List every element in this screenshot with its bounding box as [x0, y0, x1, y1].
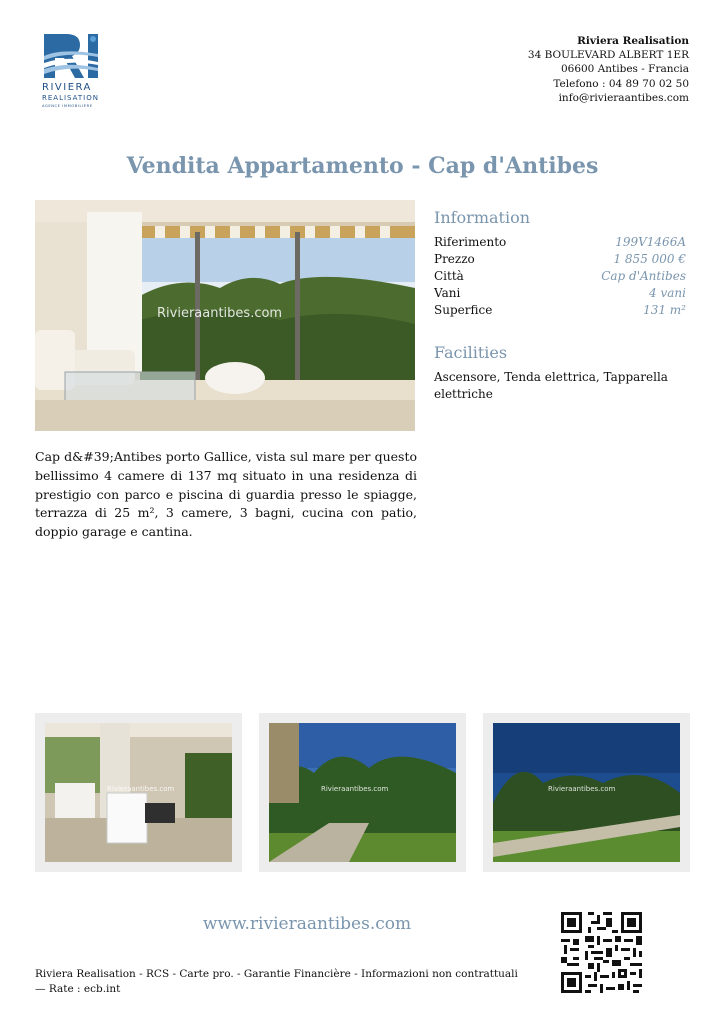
info-label: Vani: [434, 286, 461, 300]
agency-name: Riviera Realisation: [577, 35, 689, 47]
agency-contact: [528, 34, 689, 105]
agency-email[interactable]: info@rivieraantibes.com: [558, 91, 689, 104]
main-photo: [35, 200, 415, 431]
ri-logo-icon: [42, 32, 100, 80]
logo-sub: REALISATION: [42, 94, 99, 102]
thumbnail-2[interactable]: [259, 713, 466, 872]
facilities-heading: Facilities: [434, 343, 508, 362]
photo-watermark: Rivieraantibes.com: [157, 306, 283, 321]
thumbnail-image: [493, 723, 680, 862]
agency-city: 06600 Antibes - Francia: [560, 63, 689, 76]
facilities-text: Ascensore, Tenda elettrica, Tapparella elettriche: [434, 370, 668, 401]
info-label: Riferimento: [434, 235, 507, 249]
info-row: [434, 268, 686, 285]
info-row: [434, 302, 686, 319]
thumbnail-watermark: Rivieraantibes.com: [107, 785, 175, 793]
thumbnail-1[interactable]: [35, 713, 242, 872]
page-title: Vendita Appartamento - Cap d'Antibes: [126, 153, 599, 179]
information-table: [434, 234, 686, 319]
agency-logo: [42, 32, 102, 110]
property-description: Cap d&#39;Antibes porto Gallice, vista sul mare per questo bellissimo 4 camere di 137 mq situato in una residenza di prestigio con parco e piscina di guardia presso le spiagge, terrazza di 25 m², 3 camere, 3 bagni, cucina con patio, doppio garage e cantina.: [35, 449, 417, 540]
info-row: [434, 251, 686, 268]
thumbnail-image: [45, 723, 232, 862]
info-value: 199V1466A: [615, 235, 686, 249]
logo-name: RIVIERA: [42, 82, 92, 93]
website-link[interactable]: www.rivieraantibes.com: [202, 914, 412, 934]
information-heading: Information: [434, 208, 531, 227]
info-label: Superfice: [434, 303, 493, 317]
agency-address: 34 BOULEVARD ALBERT 1ER: [527, 49, 689, 62]
thumbnail-watermark: Rivieraantibes.com: [321, 785, 389, 793]
info-row: [434, 285, 686, 302]
info-value: Cap d'Antibes: [601, 269, 686, 283]
thumbnail-image: [269, 723, 456, 862]
info-value: 4 vani: [649, 286, 686, 300]
info-value: 131 m²: [643, 303, 686, 317]
thumbnail-3[interactable]: [483, 713, 690, 872]
info-row: [434, 234, 686, 251]
agency-phone: Telefono : 04 89 70 02 50: [553, 77, 689, 90]
logo-tagline: AGENCE IMMOBILIÈRE: [42, 104, 93, 108]
qr-code-icon: [558, 909, 645, 996]
footer-disclaimer: Riviera Realisation - RCS - Carte pro. - Garantie Financière - Informazioni non contrattuali — Rate : ecb.int: [35, 968, 518, 995]
info-label: Prezzo: [434, 252, 475, 266]
info-value: 1 855 000 €: [613, 252, 686, 266]
info-label: Città: [434, 269, 464, 283]
thumbnail-watermark: Rivieraantibes.com: [548, 785, 616, 793]
